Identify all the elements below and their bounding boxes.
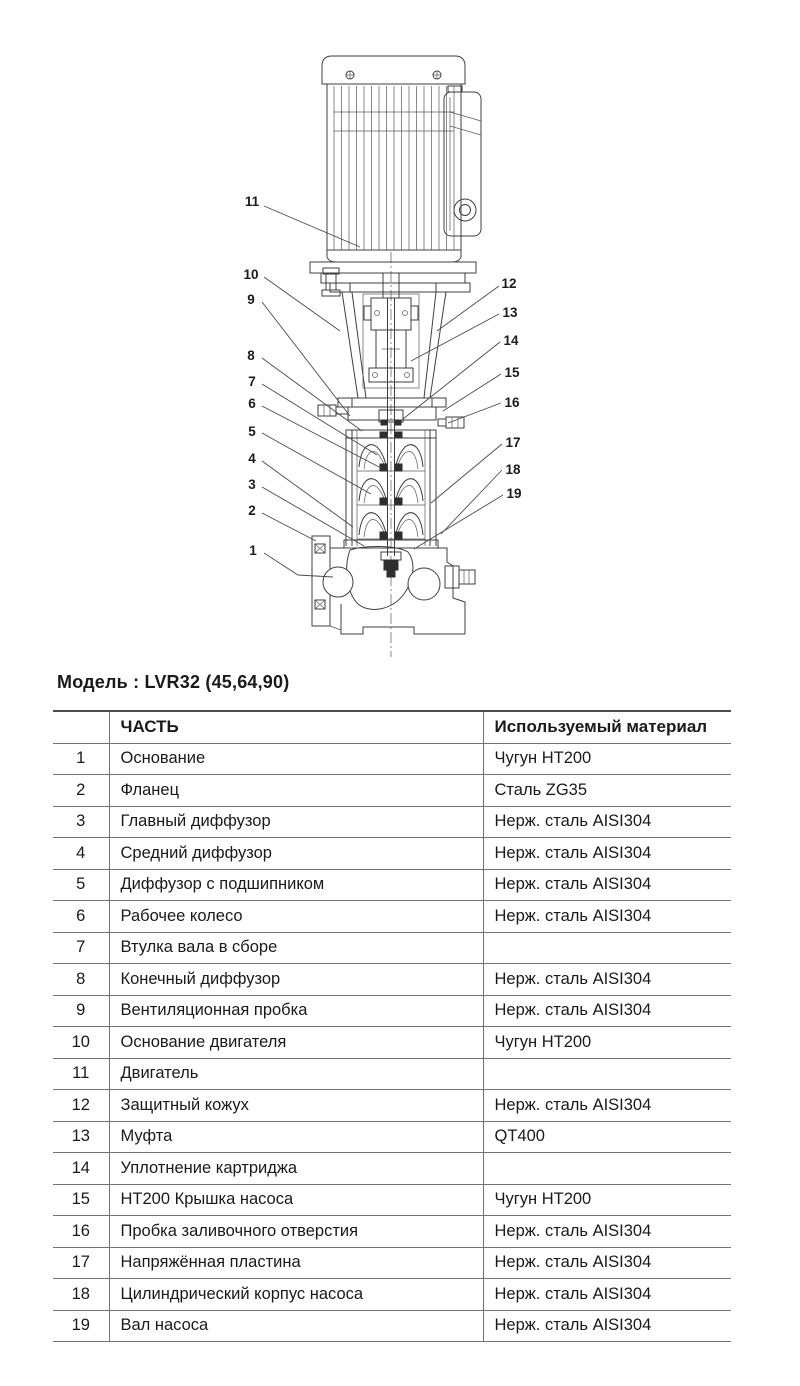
part-number: 15 [53, 1184, 109, 1216]
callout-2: 2 [248, 503, 256, 518]
callout-5: 5 [248, 424, 256, 439]
table-row [53, 1027, 731, 1059]
pump-cross-section-diagram [0, 0, 800, 665]
part-number: 9 [53, 995, 109, 1027]
callout-9: 9 [247, 292, 255, 307]
header-part: ЧАСТЬ [109, 711, 483, 743]
motor-terminal-box [444, 86, 481, 236]
table-row [53, 869, 731, 901]
base-casting [312, 536, 475, 634]
part-material: Чугун HT200 [483, 1027, 731, 1059]
callout-13: 13 [502, 305, 518, 320]
part-number: 12 [53, 1090, 109, 1122]
part-material [483, 932, 731, 964]
part-material: Сталь ZG35 [483, 775, 731, 807]
callout-10: 10 [243, 267, 259, 282]
part-name: Средний диффузор [109, 838, 483, 870]
part-number: 11 [53, 1058, 109, 1090]
table-row [53, 775, 731, 807]
part-material [483, 1058, 731, 1090]
part-name: Цилиндрический корпус насоса [109, 1279, 483, 1311]
callout-12: 12 [501, 276, 517, 291]
part-material [483, 1153, 731, 1185]
part-material: Нерж. сталь AISI304 [483, 901, 731, 933]
table-row [53, 1090, 731, 1122]
table-row [53, 1310, 731, 1342]
base-foot [330, 604, 465, 634]
part-name: Муфта [109, 1121, 483, 1153]
table-row [53, 1279, 731, 1311]
part-material: Чугун HT200 [483, 1184, 731, 1216]
part-name: Вал насоса [109, 1310, 483, 1342]
part-material: Нерж. сталь AISI304 [483, 838, 731, 870]
table-row [53, 1153, 731, 1185]
drain-plug [445, 566, 475, 588]
part-name: Уплотнение картриджа [109, 1153, 483, 1185]
part-material: Нерж. сталь AISI304 [483, 1279, 731, 1311]
table-row [53, 806, 731, 838]
motor-base-flange [310, 262, 476, 296]
table-row [53, 743, 731, 775]
part-number: 7 [53, 932, 109, 964]
callout-11: 11 [244, 194, 260, 209]
vent-plug [318, 405, 348, 416]
callout-8: 8 [247, 348, 255, 363]
part-number: 8 [53, 964, 109, 996]
table-row [53, 1184, 731, 1216]
table-row [53, 1216, 731, 1248]
part-material: QT400 [483, 1121, 731, 1153]
part-material: Нерж. сталь AISI304 [483, 1247, 731, 1279]
part-number: 4 [53, 838, 109, 870]
table-row [53, 1121, 731, 1153]
part-name: Напряжённая пластина [109, 1247, 483, 1279]
callout-16: 16 [504, 395, 520, 410]
part-name: Двигатель [109, 1058, 483, 1090]
part-name: Конечный диффузор [109, 964, 483, 996]
part-material: Нерж. сталь AISI304 [483, 1090, 731, 1122]
part-name: Основание двигателя [109, 1027, 483, 1059]
part-number: 3 [53, 806, 109, 838]
part-material: Нерж. сталь AISI304 [483, 995, 731, 1027]
callout-7: 7 [248, 374, 256, 389]
table-row [53, 838, 731, 870]
callout-3: 3 [248, 477, 256, 492]
part-number: 13 [53, 1121, 109, 1153]
table-row [53, 1247, 731, 1279]
parts-table [53, 710, 731, 1342]
part-number: 19 [53, 1310, 109, 1342]
callout-18: 18 [505, 462, 521, 477]
callout-6: 6 [248, 396, 256, 411]
part-material: Нерж. сталь AISI304 [483, 964, 731, 996]
part-name: Защитный кожух [109, 1090, 483, 1122]
part-name: HT200 Крышка насоса [109, 1184, 483, 1216]
callout-19: 19 [506, 486, 522, 501]
table-row [53, 1058, 731, 1090]
part-name: Главный диффузор [109, 806, 483, 838]
table-row [53, 995, 731, 1027]
part-number: 10 [53, 1027, 109, 1059]
table-row [53, 964, 731, 996]
part-name: Рабочее колесо [109, 901, 483, 933]
callout-14: 14 [503, 333, 519, 348]
callout-15: 15 [504, 365, 520, 380]
part-material: Нерж. сталь AISI304 [483, 869, 731, 901]
part-name: Фланец [109, 775, 483, 807]
part-number: 6 [53, 901, 109, 933]
part-name: Втулка вала в сборе [109, 932, 483, 964]
part-material: Чугун HT200 [483, 743, 731, 775]
flange-bolt [315, 600, 325, 609]
part-number: 16 [53, 1216, 109, 1248]
part-number: 1 [53, 743, 109, 775]
part-material: Нерж. сталь AISI304 [483, 1216, 731, 1248]
model-title: Модель : LVR32 (45,64,90) [57, 672, 290, 692]
part-material: Нерж. сталь AISI304 [483, 1310, 731, 1342]
part-name: Диффузор с подшипником [109, 869, 483, 901]
flange-bolt [315, 544, 325, 553]
part-number: 2 [53, 775, 109, 807]
table-row [53, 932, 731, 964]
part-name: Основание [109, 743, 483, 775]
callout-17: 17 [505, 435, 521, 450]
table-row [53, 901, 731, 933]
header-material: Используемый материал [483, 711, 731, 743]
callout-1: 1 [249, 543, 257, 558]
part-material: Нерж. сталь AISI304 [483, 806, 731, 838]
part-number: 5 [53, 869, 109, 901]
table-header-row [53, 711, 731, 743]
header-num [53, 711, 109, 743]
part-number: 14 [53, 1153, 109, 1185]
part-name: Вентиляционная пробка [109, 995, 483, 1027]
callout-4: 4 [248, 451, 256, 466]
part-name: Пробка заливочного отверстия [109, 1216, 483, 1248]
part-number: 18 [53, 1279, 109, 1311]
part-number: 17 [53, 1247, 109, 1279]
